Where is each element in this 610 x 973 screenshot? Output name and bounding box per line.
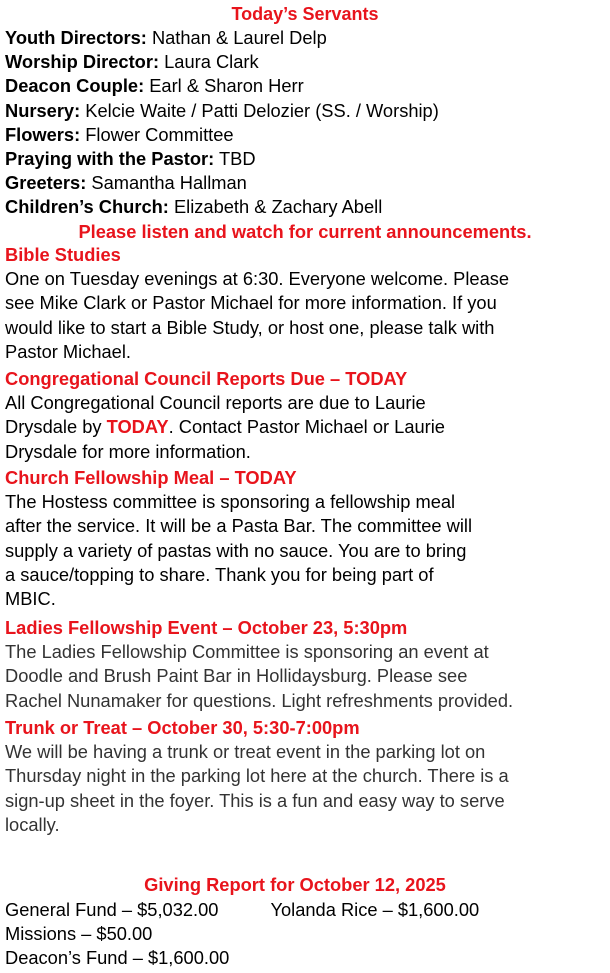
general-fund: General Fund – $5,032.00 xyxy=(5,899,219,920)
section-heading: Congregational Council Reports Due – TODAY xyxy=(5,368,408,389)
body-line: supply a variety of pastas with no sauce. You are to bring xyxy=(5,539,467,561)
role-deacon-couple xyxy=(5,74,605,98)
role-praying-with-pastor xyxy=(5,147,605,171)
body-line: would like to start a Bible Study, or host one, please talk with xyxy=(5,316,495,338)
role-value: Nathan & Laurel Delp xyxy=(146,27,327,48)
deacons-fund: Deacon’s Fund – $1,600.00 xyxy=(5,947,230,969)
role-value: Elizabeth & Zachary Abell xyxy=(168,196,383,218)
trunk-or-treat-section xyxy=(5,716,607,837)
body-line: MBIC. xyxy=(5,588,56,610)
text-run: Drysdale by xyxy=(5,416,107,438)
body-line: Doodle and Brush Paint Bar in Hollidaysburg. Please see xyxy=(5,665,468,687)
body-line: Thursday night in the parking lot here at the church. There is a xyxy=(5,765,509,787)
text-run: . Contact Pastor Michael or Laurie xyxy=(168,416,445,438)
council-reports-section xyxy=(5,367,607,464)
body-line: see Mike Clark or Pastor Michael for more information. If you xyxy=(5,292,497,314)
role-label: Deacon Couple: xyxy=(5,75,145,97)
today-emphasis: TODAY xyxy=(106,416,169,438)
role-label: Youth Directors: xyxy=(5,27,147,48)
body-line: locally. xyxy=(5,813,60,835)
role-worship-director xyxy=(5,50,605,74)
ladies-fellowship-section xyxy=(5,616,607,713)
body-line: a sauce/topping to share. Thank you for being part of xyxy=(5,563,434,585)
body-line: The Hostess committee is sponsoring a fellowship meal xyxy=(5,491,456,513)
role-value: Samantha Hallman xyxy=(86,172,247,194)
body-line xyxy=(5,415,607,439)
yolanda-rice-fund: Yolanda Rice – $1,600.00 xyxy=(270,899,480,920)
body-line: Rachel Nunamaker for questions. Light refreshments provided. xyxy=(5,689,514,711)
fellowship-meal-section xyxy=(5,466,607,611)
section-heading: Trunk or Treat – October 30, 5:30-7:00pm xyxy=(5,717,360,738)
role-greeters xyxy=(5,171,605,195)
role-youth-directors xyxy=(5,26,605,50)
missions-fund: Missions – $50.00 xyxy=(5,923,153,945)
body-line: sign-up sheet in the foyer. This is a fun and easy way to serve xyxy=(5,789,505,811)
giving-row xyxy=(5,898,607,922)
role-value: TBD xyxy=(214,148,256,170)
role-label: Worship Director: xyxy=(5,51,160,73)
role-label: Praying with the Pastor: xyxy=(5,148,215,170)
giving-title: Giving Report for October 12, 2025 xyxy=(144,874,446,895)
role-childrens-church xyxy=(5,195,605,219)
role-label: Nursery: xyxy=(5,99,81,121)
role-value: Flower Committee xyxy=(80,123,234,145)
role-label: Children’s Church: xyxy=(5,196,169,218)
body-line: One on Tuesday evenings at 6:30. Everyone welcome. Please xyxy=(5,268,510,290)
role-label: Greeters: xyxy=(5,172,87,194)
body-line: Drysdale for more information. xyxy=(5,440,251,462)
body-line: We will be having a trunk or treat event in the parking lot on xyxy=(5,741,486,763)
announcement-notice: Please listen and watch for current announcements. xyxy=(78,220,532,242)
section-heading: Church Fellowship Meal – TODAY xyxy=(5,467,297,488)
role-nursery xyxy=(5,99,605,123)
role-label: Flowers: xyxy=(5,123,81,145)
body-line: after the service. It will be a Pasta Bar. The committee will xyxy=(5,515,473,537)
bible-studies-section xyxy=(5,243,607,364)
body-line: The Ladies Fellowship Committee is sponsoring an event at xyxy=(5,641,489,663)
body-line: Pastor Michael. xyxy=(5,340,131,362)
servants-section xyxy=(5,2,605,244)
role-flowers xyxy=(5,123,605,147)
role-value: Kelcie Waite / Patti Delozier (SS. / Worship) xyxy=(80,99,439,121)
section-heading: Ladies Fellowship Event – October 23, 5:30pm xyxy=(5,617,408,638)
body-line: All Congregational Council reports are due to Laurie xyxy=(5,392,426,414)
giving-report-section xyxy=(5,872,607,971)
role-value: Earl & Sharon Herr xyxy=(144,75,304,97)
role-value: Laura Clark xyxy=(159,51,259,73)
section-heading: Bible Studies xyxy=(5,244,121,265)
servants-title: Today’s Servants xyxy=(231,4,379,24)
